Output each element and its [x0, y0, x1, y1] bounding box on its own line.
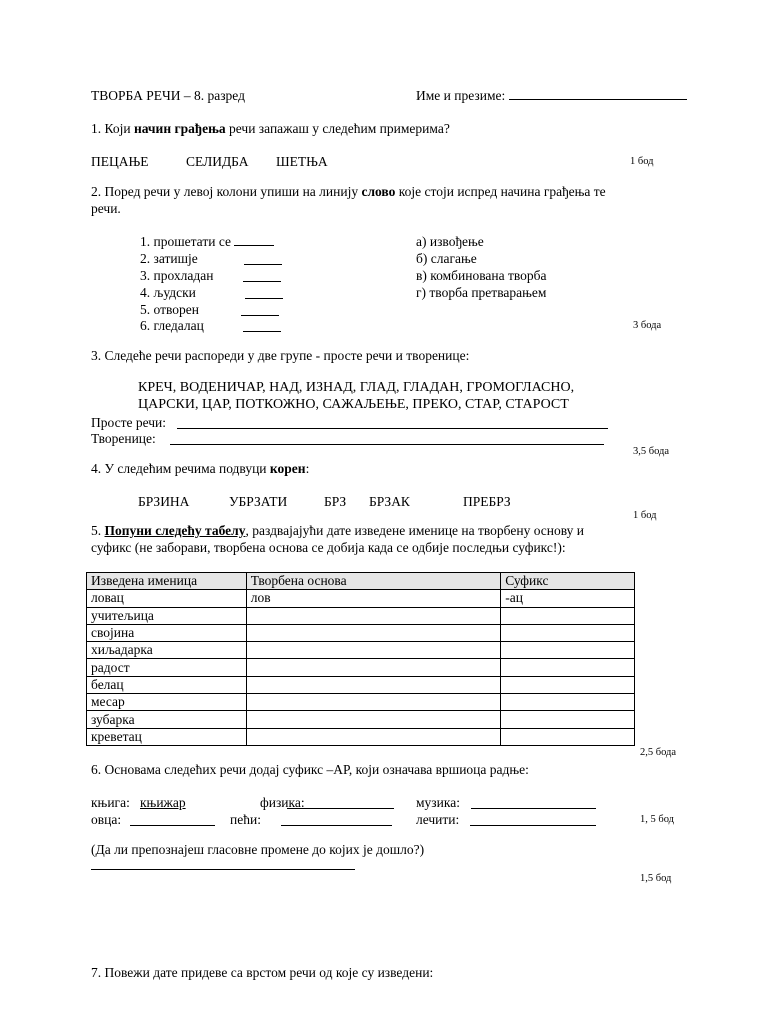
table-row — [87, 590, 635, 607]
table-row — [87, 711, 635, 728]
q2-option-b: б) слагање — [416, 251, 477, 266]
q5-table — [86, 572, 635, 746]
q2-item-1: 1. прошетати се — [140, 234, 274, 250]
q2-answer-4[interactable] — [245, 298, 283, 299]
noun-cell: зубарка — [87, 711, 247, 728]
q2-text: 2. Поред речи у левој колони упиши на линију слово које стоји испред начина грађења те — [91, 184, 606, 199]
table-row — [87, 676, 635, 693]
q3-simple-line[interactable] — [177, 428, 608, 429]
noun-cell: белац — [87, 676, 247, 693]
q1-word-3: ШЕТЊА — [276, 154, 328, 169]
table-row — [87, 624, 635, 641]
suffix-cell[interactable] — [501, 694, 635, 711]
q2-item-6: 6. гледалац — [140, 318, 204, 333]
table-row — [87, 607, 635, 624]
noun-cell: креветац — [87, 728, 247, 745]
table-header-row — [87, 573, 635, 590]
suffix-cell[interactable] — [501, 659, 635, 676]
table-row — [87, 642, 635, 659]
q1-text: 1. Који начин грађења речи запажаш у следећим примерима? — [91, 121, 450, 136]
q6-question-answer-line[interactable] — [91, 869, 355, 870]
q6-label-leciti: лечити: — [416, 812, 460, 827]
q6-answer-ovca[interactable] — [130, 825, 215, 826]
noun-cell: ловац — [87, 590, 247, 607]
noun-cell: својина — [87, 624, 247, 641]
noun-cell: месар — [87, 694, 247, 711]
table-header: Суфикс — [501, 573, 635, 590]
q2-answer-3[interactable] — [243, 281, 281, 282]
q6-label-muzika: музика: — [416, 795, 460, 810]
q3-derived-line[interactable] — [170, 444, 604, 445]
q2-answer-1[interactable] — [234, 245, 274, 246]
base-cell[interactable] — [246, 676, 500, 693]
suffix-cell[interactable] — [501, 607, 635, 624]
q2-option-a: а) извођење — [416, 234, 484, 249]
q6-example-answer: књижар — [140, 795, 186, 810]
table-row — [87, 694, 635, 711]
q6-points-2: 1,5 бод — [640, 873, 672, 884]
q7-text: 7. Повежи дате придеве са врстом речи од које су изведени: — [91, 965, 434, 980]
suffix-cell[interactable] — [501, 728, 635, 745]
q3-simple-label: Просте речи: — [91, 415, 167, 430]
q1-word-2: СЕЛИДБА — [186, 154, 249, 169]
q2-answer-5[interactable] — [241, 315, 279, 316]
q4-text: 4. У следећим речима подвуци корен: — [91, 461, 310, 476]
q2-item-2: 2. затишје — [140, 251, 198, 266]
q4-word-5: ПРЕБРЗ — [463, 494, 511, 509]
base-cell[interactable] — [246, 659, 500, 676]
q3-words-line1: КРЕЧ, ВОДЕНИЧАР, НАД, ИЗНАД, ГЛАД, ГЛАДАН, ГРОМОГЛАСНО, — [138, 380, 575, 395]
suffix-cell[interactable] — [501, 642, 635, 659]
q6-points-1: 1, 5 бод — [640, 814, 675, 825]
name-label-text: Име и презиме: — [416, 88, 506, 103]
base-cell[interactable] — [246, 694, 500, 711]
q6-answer-fizika[interactable] — [287, 808, 394, 809]
noun-cell: учитељица — [87, 607, 247, 624]
q4-word-4: БРЗАК — [369, 494, 410, 509]
q6-text: 6. Основама следећих речи додај суфикс –АР, који означава вршиоца радње: — [91, 762, 529, 777]
worksheet-title: ТВОРБА РЕЧИ – 8. разред — [91, 88, 245, 103]
q2-item-3: 3. прохладан — [140, 268, 214, 283]
q2-option-c: в) комбинована творба — [416, 268, 547, 283]
base-cell[interactable]: лов — [246, 590, 500, 607]
q5-points: 2,5 бода — [640, 747, 677, 758]
name-field[interactable] — [509, 99, 687, 100]
q4-word-2: УБРЗАТИ — [229, 494, 288, 509]
noun-cell: радост — [87, 659, 247, 676]
base-cell[interactable] — [246, 607, 500, 624]
table-header: Творбена основа — [246, 573, 500, 590]
suffix-cell[interactable]: -ац — [501, 590, 635, 607]
q2-text-line2: речи. — [91, 201, 121, 216]
name-label — [416, 88, 687, 104]
q2-item-4: 4. људски — [140, 285, 196, 300]
q3-words-line2: ЦАРСКИ, ЦАР, ПОТКОЖНО, САЖАЉЕЊЕ, ПРЕКО, СТАР, СТАРОСТ — [138, 397, 569, 412]
q5-text-line2: суфикс (не заборави, творбена основа се добија када се одбије последњи суфикс!): — [91, 540, 566, 555]
q6-answer-leciti[interactable] — [470, 825, 596, 826]
q4-points: 1 бод — [633, 510, 657, 521]
q2-option-d: г) творба претварањем — [416, 285, 547, 300]
base-cell[interactable] — [246, 642, 500, 659]
table-header: Изведена именица — [87, 573, 247, 590]
base-cell[interactable] — [246, 624, 500, 641]
q2-answer-2[interactable] — [244, 264, 282, 265]
suffix-cell[interactable] — [501, 676, 635, 693]
suffix-cell[interactable] — [501, 624, 635, 641]
q1-points: 1 бод — [630, 156, 654, 167]
q6-answer-muzika[interactable] — [471, 808, 596, 809]
suffix-cell[interactable] — [501, 711, 635, 728]
table-row — [87, 659, 635, 676]
table-row — [87, 728, 635, 745]
q1-word-1: ПЕЦАЊЕ — [91, 154, 149, 169]
q5-text: 5. Попуни следећу табелу, раздвајајући дате изведене именице на творбену основу и — [91, 523, 585, 538]
q6-answer-peci[interactable] — [281, 825, 392, 826]
q4-word-1: БРЗИНА — [138, 494, 190, 509]
q3-points: 3,5 бода — [633, 446, 670, 457]
noun-cell: хиљадарка — [87, 642, 247, 659]
base-cell[interactable] — [246, 728, 500, 745]
q6-label-peci: пећи: — [230, 812, 261, 827]
q6-label-knjiga: књига: — [91, 795, 130, 810]
base-cell[interactable] — [246, 711, 500, 728]
q3-text: 3. Следеће речи распореди у две групе - просте речи и творенице: — [91, 348, 470, 363]
q4-word-3: БРЗ — [324, 494, 347, 509]
q2-answer-6[interactable] — [243, 331, 281, 332]
q6-question: (Да ли препознајеш гласовне промене до којих је дошло?) — [91, 842, 425, 857]
q2-item-5: 5. отворен — [140, 302, 199, 317]
q2-points: 3 бода — [633, 320, 662, 331]
q3-derived-label: Творенице: — [91, 431, 156, 446]
q6-label-fizika: физика: — [260, 795, 305, 810]
q6-label-ovca: овца: — [91, 812, 122, 827]
